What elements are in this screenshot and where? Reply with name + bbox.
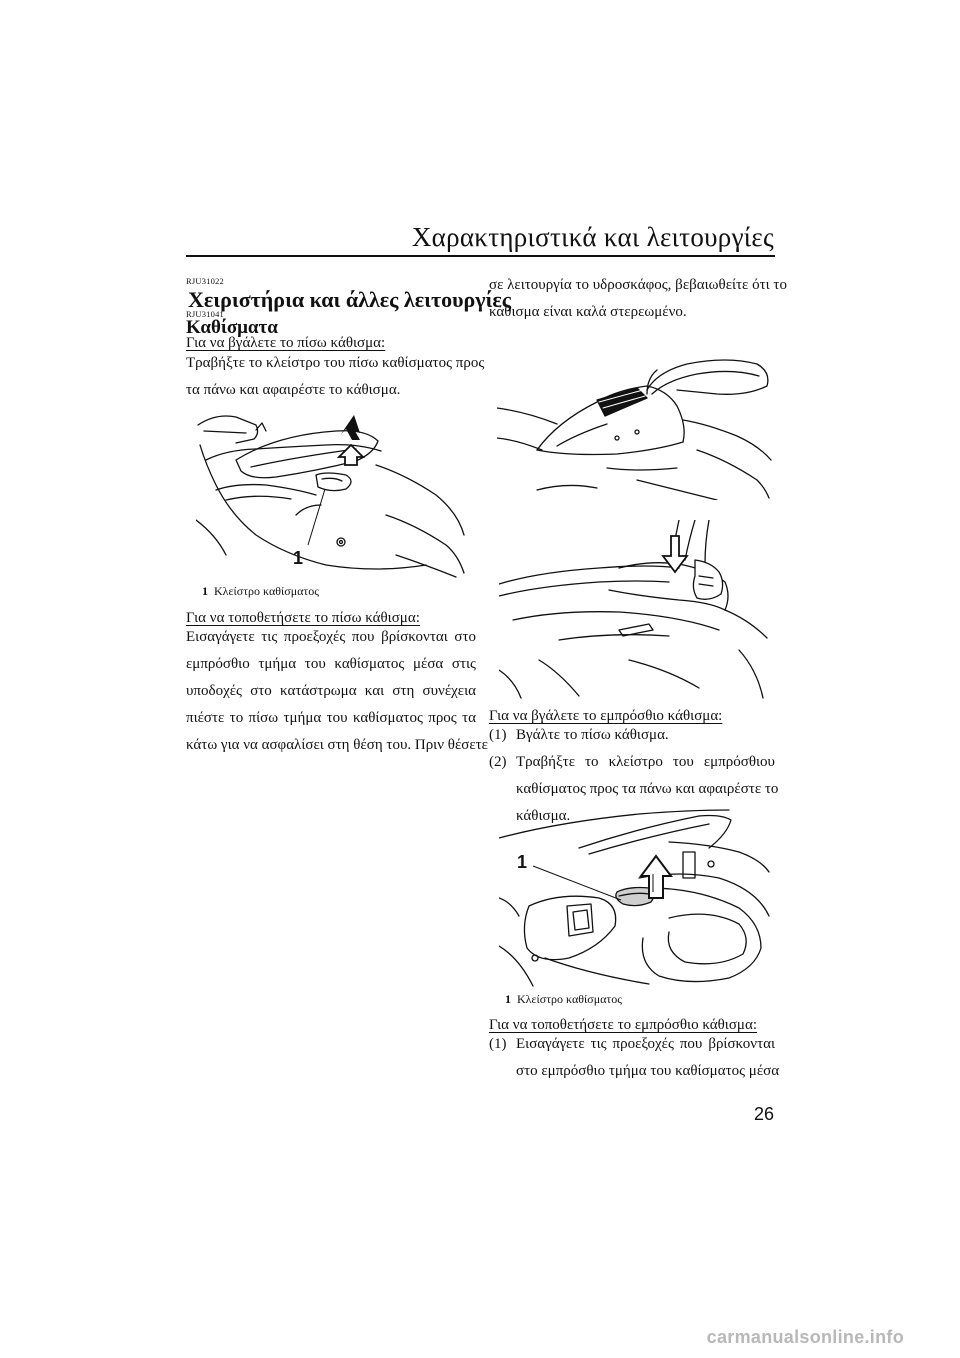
- text-line: υποδοχές στο κατάστρωμα και στη συνέχεια: [186, 683, 476, 699]
- text-line: εμπρόσθιο τμήμα του καθίσματος μέσα στις: [186, 656, 476, 672]
- figure-callout-1: 1: [293, 548, 304, 568]
- text-line: Τραβήξτε το κλείστρο του εμπρόσθιου: [516, 754, 775, 770]
- text-line: κάτω για να ασφαλίσει στη θέση του. Πριν θέσετε: [186, 737, 488, 753]
- remove-rear-seat-text: [186, 350, 485, 404]
- step-number: (1): [489, 1036, 507, 1052]
- install-rear-seat-heading: Για να τοποθετήσετε το πίσω κάθισμα:: [186, 610, 420, 626]
- continued-text: [489, 272, 787, 326]
- rear-seat-install-illustration: [499, 520, 775, 700]
- section-title: Χειριστήρια και άλλες λειτουργίες: [188, 287, 512, 312]
- text-line: καθίσματος προς τα πάνω και αφαιρέστε το: [516, 781, 779, 797]
- text-line: πιέστε το πίσω τμήμα του καθίσματος προς τα: [186, 710, 476, 726]
- rear-seat-removal-illustration: [196, 405, 466, 580]
- step-text: Βγάλτε το πίσω κάθισμα.: [516, 727, 669, 743]
- remove-rear-seat-heading: Για να βγάλετε το πίσω κάθισμα:: [186, 335, 386, 351]
- install-front-seat-heading: Για να τοποθετήσετε το εμπρόσθιο κάθισμα:: [489, 1017, 757, 1033]
- page-number: 26: [753, 1104, 774, 1124]
- text-line: στο εμπρόσθιο τμήμα του καθίσματος μέσα: [516, 1063, 780, 1079]
- figure-caption: [202, 584, 319, 599]
- figure-caption: [505, 992, 622, 1007]
- caption-number: 1: [202, 584, 208, 598]
- step-number: (2): [489, 754, 507, 770]
- install-rear-seat-text: [186, 624, 488, 759]
- header-divider: [186, 255, 775, 257]
- caption-number: 1: [505, 992, 511, 1006]
- text-line: τα πάνω και αφαιρέστε το κάθισμα.: [186, 382, 401, 398]
- remove-front-seat-heading: Για να βγάλετε το εμπρόσθιο κάθισμα:: [489, 708, 723, 724]
- text-line: Εισαγάγετε τις προεξοχές που βρίσκονται στο: [186, 629, 476, 645]
- front-seat-removal-illustration: [499, 808, 775, 990]
- text-line: Τραβήξτε το κλείστρο του πίσω καθίσματος προς: [186, 355, 485, 371]
- rear-seat-lift-illustration: [497, 350, 773, 500]
- section-code: RJU31022: [186, 276, 224, 286]
- page-header-title: Χαρακτηριστικά και λειτουργίες: [411, 222, 774, 252]
- text-line: σε λειτουργία το υδροσκάφος, βεβαιωθείτε ότι το: [489, 277, 787, 293]
- subsection-code: RJU31041: [186, 309, 224, 319]
- watermark: carmanualsonline.info: [706, 1327, 904, 1347]
- list-item: [489, 722, 775, 749]
- subsection-title: Καθίσματα: [186, 317, 278, 338]
- caption-text: Κλείστρο καθίσματος: [214, 584, 319, 598]
- step-text-block: [516, 1031, 780, 1085]
- figure-callout-1: 1: [517, 852, 528, 872]
- text-line: κάθισμα.: [516, 808, 571, 824]
- step-number: (1): [489, 727, 507, 743]
- text-line: Εισαγάγετε τις προεξοχές που βρίσκονται: [516, 1036, 775, 1052]
- text-line: κάθισμα είναι καλά στερεωμένο.: [489, 304, 687, 320]
- caption-text: Κλείστρο καθίσματος: [517, 992, 622, 1006]
